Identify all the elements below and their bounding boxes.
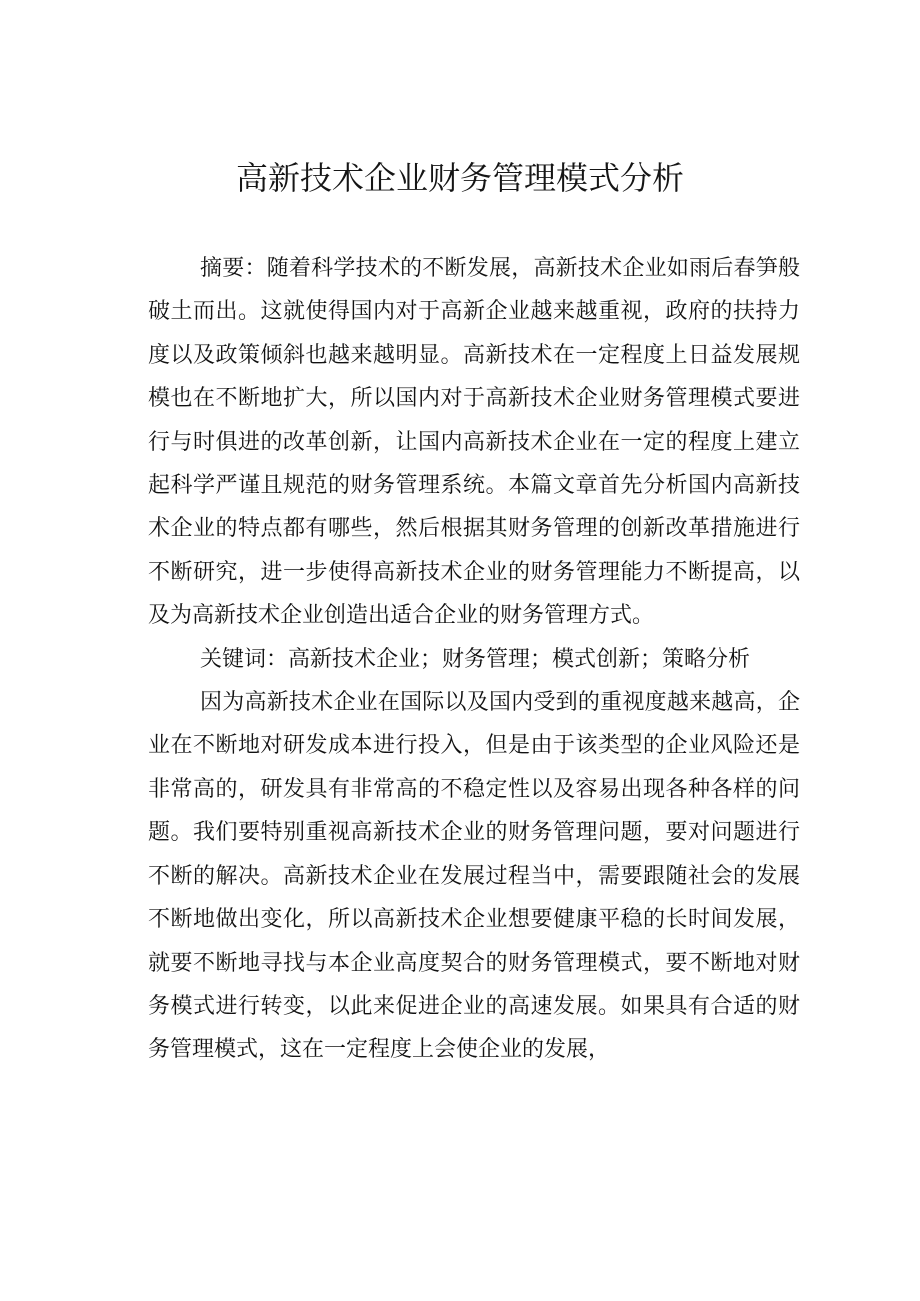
abstract-paragraph: 摘要：随着科学技术的不断发展，高新技术企业如雨后春笋般破土而出。这就使得国内对于高新企业越来越重视，政府的扶持力度以及政策倾斜也越来越明显。高新技术在一定程度上日益发展规模也在不断地扩大，所以国内对于高新技术企业财务管理模式要进行与时俱进的改革创新，让国内高新技术企业在一定的程度上建立起科学严谨且规范的财务管理系统。本篇文章首先分析国内高新技术企业的特点都有哪些，然后根据其财务管理的创新改革措施进行不断研究，进一步使得高新技术企业的财务管理能力不断提高，以及为高新技术企业创造出适合企业的财务管理方式。 [148, 256, 800, 629]
body-paragraph: 因为高新技术企业在国际以及国内受到的重视度越来越高，企业在不断地对研发成本进行投入，但是由于该类型的企业风险还是非常高的，研发具有非常高的不稳定性以及容易出现各种各样的问题。我们要特别重视高新技术企业的财务管理问题，要对问题进行不断的解决。高新技术企业在发展过程当中，需要跟随社会的发展不断地做出变化，所以高新技术企业想要健康平稳的长时间发展，就要不断地寻找与本企业高度契合的财务管理模式，要不断地对财务模式进行转变，以此来促进企业的高速发展。如果具有合适的财务管理模式，这在一定程度上会使企业的发展， [148, 690, 800, 1063]
document-title: 高新技术企业财务管理模式分析 [235, 159, 684, 197]
keywords-paragraph: 关键词：高新技术企业；财务管理；模式创新；策略分析 [200, 646, 751, 672]
document-body [148, 247, 800, 1072]
